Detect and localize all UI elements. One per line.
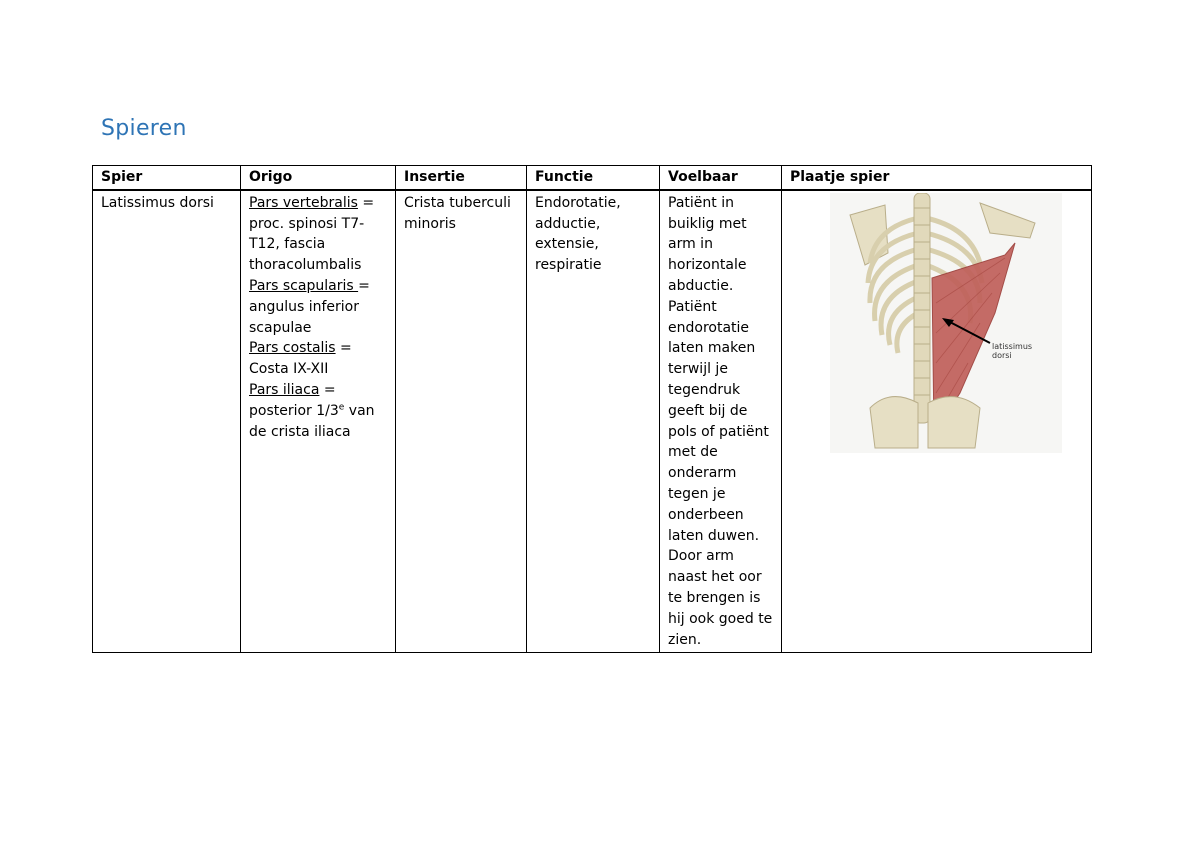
pars-scapularis-label: Pars scapularis: [249, 277, 359, 294]
header-functie: Functie: [527, 166, 660, 190]
pars-costalis-text: = Costa IX-XII: [249, 340, 352, 378]
anatomy-illustration: [830, 193, 1062, 453]
pars-costalis-label: Pars costalis: [249, 340, 336, 357]
figure-label-line1: latissimus: [992, 341, 1033, 351]
voelbaar-text: Patiënt in buiklig met arm in horizontale abductie. Patiënt endorotatie laten maken terwijl je tegendruk geeft bij de pols of patiënt met de onderarm tegen je onderbeen laten duwen. Door arm naast het oor te brengen is hij ook goed te zien.: [668, 194, 773, 648]
cell-voelbaar: [660, 190, 782, 653]
pars-vertebralis-label: Pars vertebralis: [249, 194, 358, 211]
muscle-table: [92, 165, 1092, 653]
insertie-text: Crista tuberculi minoris: [404, 194, 511, 232]
cell-functie: [527, 190, 660, 653]
spier-text: Latissimus dorsi: [101, 194, 214, 211]
figure-label-line2: dorsi: [992, 350, 1012, 360]
header-origo: Origo: [241, 166, 396, 190]
page-title: Spieren: [101, 116, 187, 141]
pars-iliaca-label: Pars iliaca: [249, 381, 320, 398]
cell-insertie: [396, 190, 527, 653]
cell-plaatje-spier: [782, 190, 1092, 653]
table-row: [93, 190, 1092, 653]
cell-spier: [93, 190, 241, 653]
origo-text: [249, 193, 387, 443]
cell-origo: [241, 190, 396, 653]
header-voelbaar: Voelbaar: [660, 166, 782, 190]
header-insertie: Insertie: [396, 166, 527, 190]
header-spier: Spier: [93, 166, 241, 190]
header-plaatje-spier: Plaatje spier: [782, 166, 1092, 190]
pars-iliaca-text-b: van de crista iliaca: [249, 402, 375, 440]
pars-iliaca-text-a: = posterior 1/3: [249, 381, 339, 419]
pars-vertebralis-text: = proc. spinosi T7-T12, fascia thoracolumbalis: [249, 194, 375, 274]
latissimus-dorsi-image: [830, 193, 1062, 453]
pars-iliaca-sup: e: [338, 402, 345, 413]
pars-scapularis-text: = angulus inferior scapulae: [249, 277, 370, 336]
functie-text: Endorotatie, adductie, extensie, respiratie: [535, 194, 621, 274]
table-header-row: [93, 166, 1092, 190]
